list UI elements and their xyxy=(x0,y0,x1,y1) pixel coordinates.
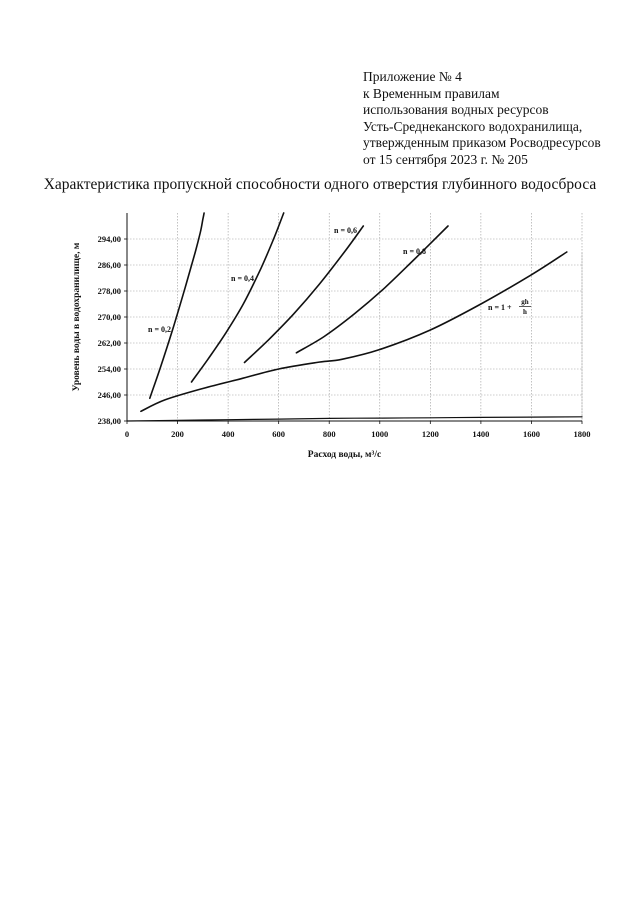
series-layer xyxy=(127,213,582,421)
y-tick-label: 254,00 xyxy=(97,364,121,374)
series-curve-4 xyxy=(296,226,448,353)
header-line-3: использования водных ресурсов xyxy=(363,102,549,118)
chart-title: Характеристика пропускной способности одного отверстия глубинного водосброса xyxy=(43,176,597,193)
header-line-6: от 15 сентября 2023 г. № 205 xyxy=(363,151,528,167)
y-tick-label: 246,00 xyxy=(97,390,121,400)
y-tick-label: 286,00 xyxy=(97,260,121,270)
series-label-1: n = 0,2 xyxy=(148,325,172,334)
y-tick-label: 270,00 xyxy=(97,312,121,322)
axis-layer xyxy=(72,213,591,460)
series-label-4: n = 0,8 xyxy=(403,247,427,256)
x-axis-title: Расход воды, м³/с xyxy=(307,450,382,460)
header-line-5: утвержденным приказом Росводресурсов xyxy=(363,135,601,151)
series-curve-2 xyxy=(192,213,284,382)
series-label-5-denominator: h xyxy=(523,308,527,316)
header-line-1: Приложение № 4 xyxy=(363,69,462,84)
x-tick-label: 200 xyxy=(171,429,184,439)
series-label-3: n = 0,6 xyxy=(334,226,358,235)
series-label-5-numerator: gh xyxy=(521,298,529,306)
header-line-4: Усть-Среднеканского водохранилища, xyxy=(363,118,583,134)
x-tick-label: 0 xyxy=(124,429,130,439)
x-tick-label: 400 xyxy=(221,429,235,439)
x-tick-label: 1200 xyxy=(421,429,439,439)
series-label-2: n = 0,4 xyxy=(231,274,255,283)
x-tick-label: 600 xyxy=(272,429,286,439)
y-tick-label: 294,00 xyxy=(97,234,121,244)
series-label-5-prefix: n = 1 + xyxy=(488,303,512,312)
x-tick-label: 1400 xyxy=(472,429,490,439)
y-tick-label: 278,00 xyxy=(97,286,121,296)
x-tick-label: 1000 xyxy=(371,429,389,439)
header-line-2: к Временным правилам xyxy=(363,85,500,101)
label-layer xyxy=(148,226,531,334)
x-tick-label: 1800 xyxy=(573,429,591,439)
series-curve-6 xyxy=(127,417,582,421)
x-tick-label: 800 xyxy=(322,429,336,439)
series-curve-1 xyxy=(150,213,204,398)
y-tick-label: 262,00 xyxy=(97,338,121,348)
series-curve-3 xyxy=(245,226,364,363)
x-tick-label: 1600 xyxy=(522,429,540,439)
y-tick-label: 238,00 xyxy=(97,416,121,426)
series-curve-5 xyxy=(141,252,567,411)
y-axis-title: Уровень воды в водохранилище, м xyxy=(72,242,82,392)
